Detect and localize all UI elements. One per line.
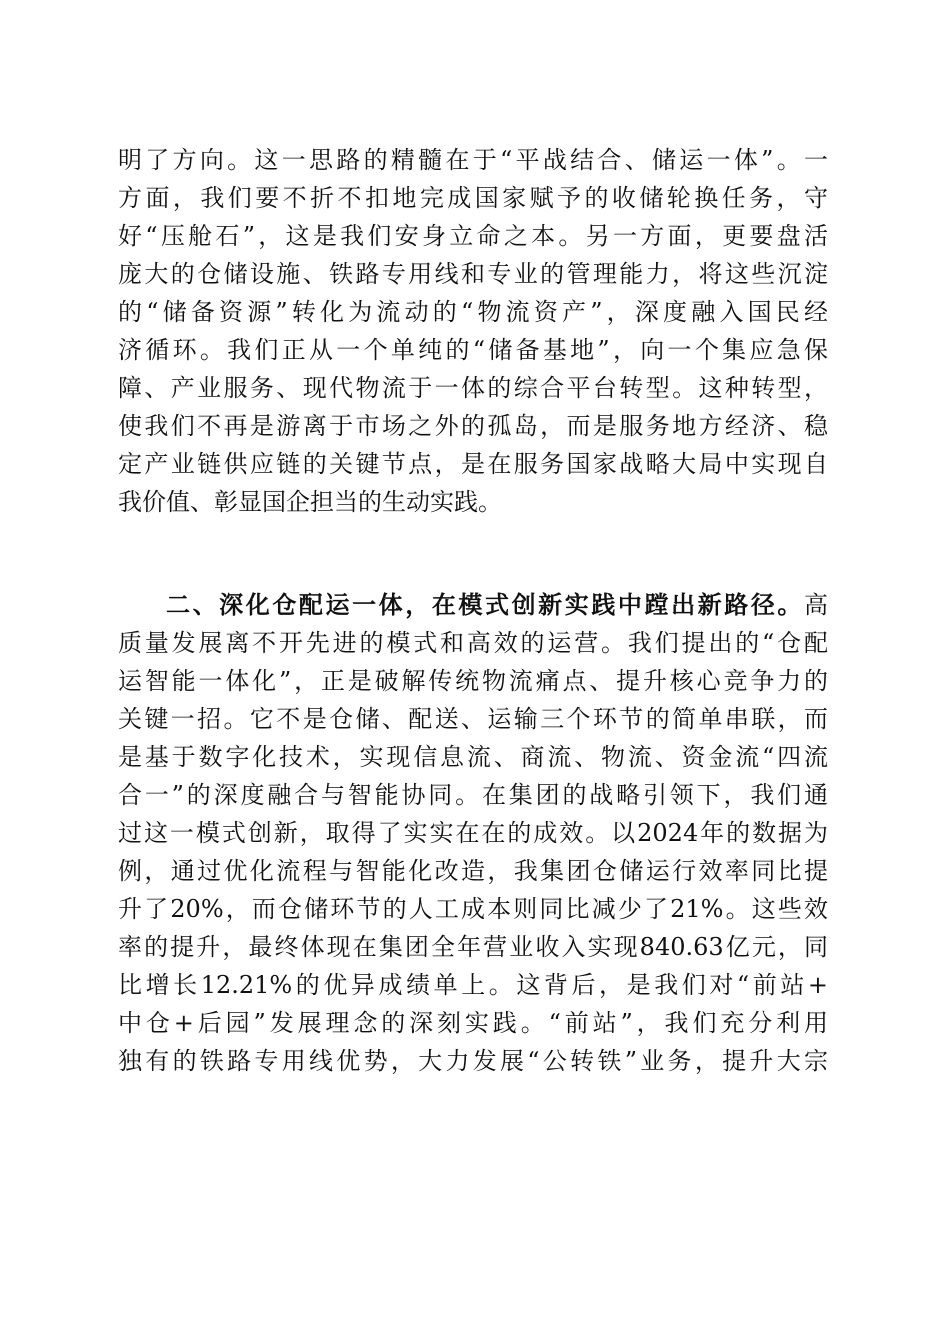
paragraph-line: 定产业链供应链的关键节点，是在服务国家战略大局中实现自 (118, 450, 828, 478)
paragraph-line: 庞大的仓储设施、铁路专用线和专业的管理能力，将这些沉淀 (118, 260, 828, 288)
section-heading-line (118, 586, 828, 624)
paragraph-line: 独有的铁路专用线优势，大力发展“公转铁”业务，提升大宗 (118, 1047, 828, 1075)
paragraph-line: 好“压舱石”，这是我们安身立命之本。另一方面，更要盘活 (118, 222, 828, 250)
paragraph-line: 过这一模式创新，取得了实实在在的成效。以2024年的数据为 (118, 819, 828, 847)
paragraph-line: 方面，我们要不折不扣地完成国家赋予的收储轮换任务，守 (118, 184, 828, 212)
paragraph-line: 例，通过优化流程与智能化改造，我集团仓储运行效率同比提 (118, 857, 828, 885)
paragraph-line: 质量发展离不开先进的模式和高效的运营。我们提出的“仓配 (118, 629, 828, 657)
paragraph-line: 的“储备资源”转化为流动的“物流资产”，深度融入国民经 (118, 298, 828, 326)
paragraph-line: 障、产业服务、现代物流于一体的综合平台转型。这种转型， (118, 374, 828, 402)
paragraph-line: 济循环。我们正从一个单纯的“储备基地”，向一个集应急保 (118, 336, 828, 364)
paragraph-line: 合一”的深度融合与智能协同。在集团的战略引领下，我们通 (118, 781, 828, 809)
paragraph-line: 率的提升，最终体现在集团全年营业收入实现840.63亿元，同 (118, 933, 828, 961)
paragraph-2 (118, 586, 828, 1080)
paragraph-line: 中仓+后园”发展理念的深刻实践。“前站”，我们充分利用 (118, 1009, 828, 1037)
heading-tail-text: 高 (804, 591, 828, 619)
paragraph-line: 明了方向。这一思路的精髓在于“平战结合、储运一体”。一 (118, 146, 828, 174)
paragraph-line: 是基于数字化技术，实现信息流、商流、物流、资金流“四流 (118, 743, 828, 771)
paragraph-line: 使我们不再是游离于市场之外的孤岛，而是服务地方经济、稳 (118, 412, 828, 440)
paragraph-line: 比增长12.21%的优异成绩单上。这背后，是我们对“前站+ (118, 971, 828, 999)
paragraph-1 (118, 141, 828, 521)
section-heading: 二、深化仓配运一体，在模式创新实践中蹚出新路径。 (166, 590, 804, 619)
paragraph-line: 运智能一体化”，正是破解传统物流痛点、提升核心竞争力的 (118, 667, 828, 695)
paragraph-line: 我价值、彰显国企担当的生动实践。 (118, 488, 502, 516)
paragraph-line: 关键一招。它不是仓储、配送、运输三个环节的简单串联，而 (118, 705, 828, 733)
paragraph-line: 升了20%，而仓储环节的人工成本则同比减少了21%。这些效 (118, 895, 828, 923)
